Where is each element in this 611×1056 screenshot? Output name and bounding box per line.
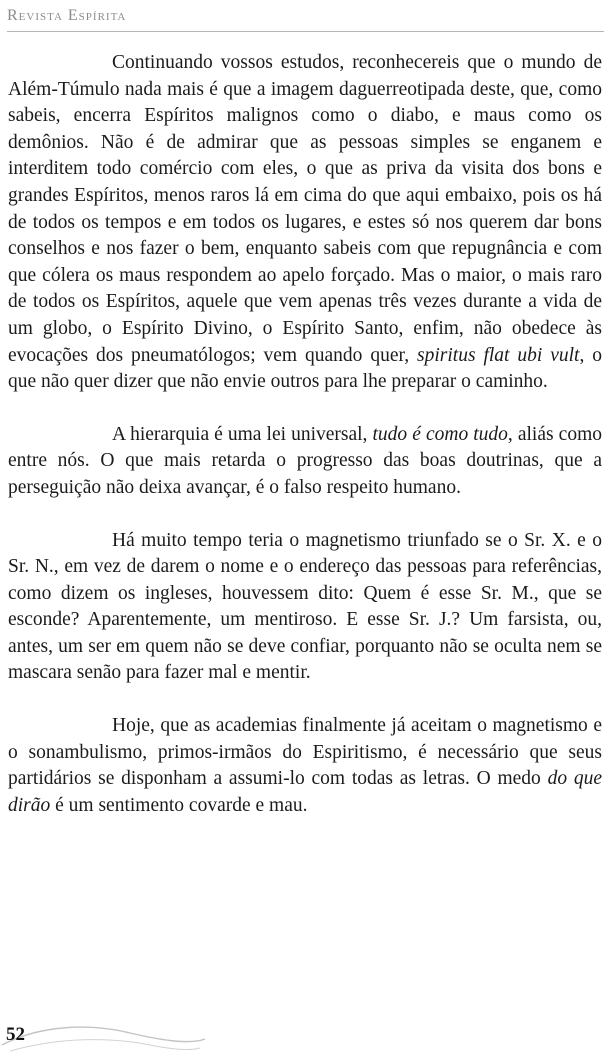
paragraph-2-italic: tudo é como tudo: [372, 423, 508, 445]
paragraph-1: [8, 50, 602, 396]
paragraph-4: [8, 713, 602, 819]
page-number-ornament: [0, 1015, 210, 1055]
paragraph-2-text: A hierarquia é uma lei universal,: [112, 423, 373, 445]
paragraph-1-italic: spiritus flat ubi vult: [417, 344, 580, 366]
paragraph-3-text: Há muito tempo teria o magnetismo triunfado se o Sr. X. e o Sr. N., em vez de darem o nome e o endereço das pessoas para referências, como dizem os ingleses, houvessem dito: Quem é esse Sr. M., que se esconde? Aparentemente, um mentiroso. E esse Sr. J.? Um farsista, ou, antes, um ser em quem não se deve confiar, porquanto não se oculta nem se mascara senão para fazer mal e mentir.: [8, 529, 602, 684]
header-rule: [7, 31, 604, 32]
paragraph-4-text: Hoje, que as academias finalmente já aceitam o magnetismo e o sonambulismo, primos-irmãos do Espiritismo, é necessário que seus partidários se disponham a assumi-lo com todas as letras. O medo: [8, 715, 602, 790]
paragraph-4-italic: do que dirão: [8, 768, 602, 816]
paragraph-2: [8, 422, 602, 502]
paragraph-1-text: Continuando vossos estudos, reconhecereis que o mundo de Além-Túmulo nada mais é que a imagem daguerreotipada deste, que, como sabeis, encerra Espíritos malignos como o diabo, e maus como os demônios. Não é de admirar que as pessoas simples se enganem e interditem todo comércio com eles, o que as priva da visita dos bons e grandes Espíritos, menos raros lá em cima do que aqui embaixo, pois os há de todos os tempos e em todos os lugares, e estes só nos querem dar bons conselhos e nos fazer o bem, enquanto sabeis com que repugnância e com que cólera os maus respondem ao apelo forçado. Mas o maior, o mais raro de todos os Espíritos, aquele que vem apenas três vezes durante a vida de um globo, o Espírito Divino, o Espírito Santo, enfim, não obedece às evocações dos pneumatólogos; vem quando quer,: [8, 52, 602, 366]
paragraph-3: [8, 528, 602, 688]
running-head: Revista Espírita: [7, 7, 127, 24]
page-number: 52: [6, 1024, 25, 1045]
paragraph-1-text-end: , o que não quer dizer que não envie outros para lhe preparar o caminho.: [8, 344, 602, 393]
paragraph-2-text-end: , aliás como entre nós. O que mais retarda o progresso das boas doutrinas, que a perseguição não deixa avançar, é o falso respeito humano.: [8, 423, 602, 498]
body-text: [8, 50, 602, 845]
paragraph-4-text-end: é um sentimento covarde e mau.: [50, 794, 308, 816]
